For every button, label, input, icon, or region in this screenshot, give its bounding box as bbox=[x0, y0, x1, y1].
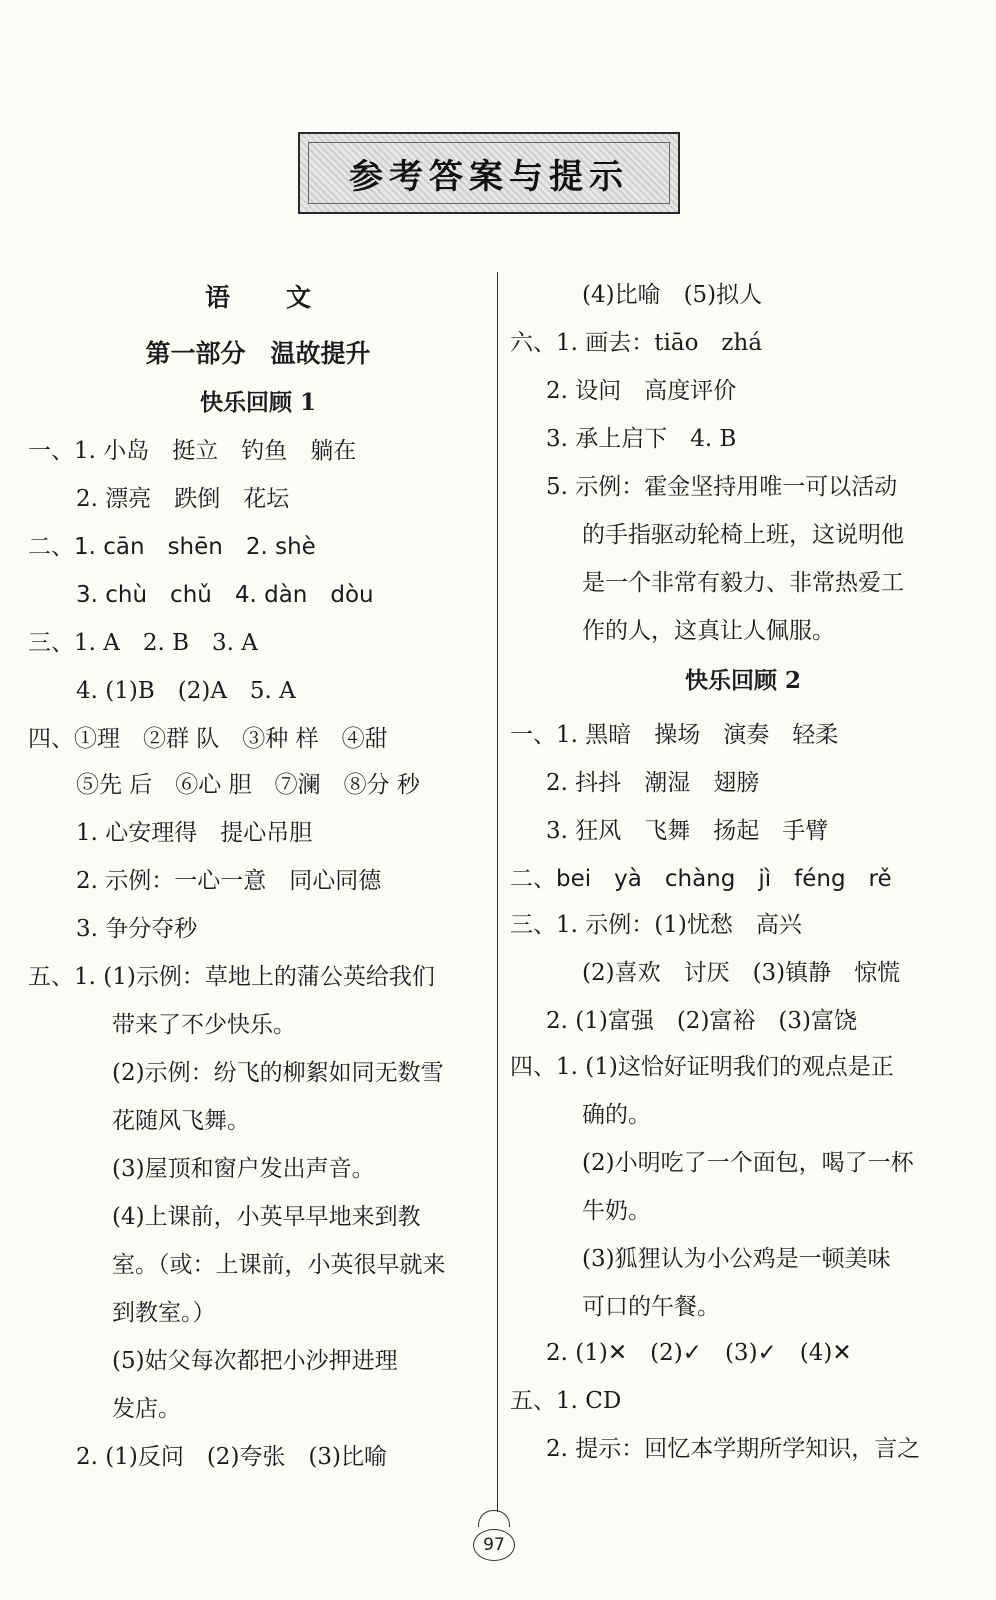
answer-line: 2. (1)✕ (2)✓ (3)✓ (4)✕ bbox=[546, 1340, 852, 1366]
answer-line: 花随风飞舞。 bbox=[112, 1108, 250, 1134]
answer-line: (2)小明吃了一个面包，喝了一杯 bbox=[582, 1150, 914, 1176]
answer-line: 到教室。） bbox=[112, 1300, 216, 1326]
answer-line: 一、1. 黑暗 操场 演奏 轻柔 bbox=[510, 722, 839, 748]
answer-line: 三、1. 示例：(1)忧愁 高兴 bbox=[510, 912, 802, 938]
answer-line: 3. 承上启下 4. B bbox=[546, 426, 737, 452]
answer-line: 三、1. A 2. B 3. A bbox=[28, 630, 258, 656]
answer-line: 可口的午餐。 bbox=[582, 1294, 720, 1320]
answer-line: 一、1. 小岛 挺立 钓鱼 躺在 bbox=[28, 438, 357, 464]
answer-line: 是一个非常有毅力、非常热爱工 bbox=[582, 570, 904, 596]
snowman-hat-icon bbox=[478, 1510, 510, 1527]
page-number: 97 bbox=[473, 1529, 515, 1561]
answer-line: 确的。 bbox=[582, 1102, 651, 1128]
answer-line: 的手指驱动轮椅上班，这说明他 bbox=[582, 522, 904, 548]
answer-line: 六、1. 画去：tiāo zhá bbox=[510, 330, 763, 356]
part-heading: 第一部分 温故提升 bbox=[145, 339, 371, 368]
answer-line: (3)屋顶和窗户发出声音。 bbox=[112, 1156, 375, 1182]
answer-line: 2. (1)富强 (2)富裕 (3)富饶 bbox=[546, 1008, 857, 1034]
answer-line: 四、1. (1)这恰好证明我们的观点是正 bbox=[510, 1054, 894, 1080]
answer-line: 五、1. (1)示例：草地上的蒲公英给我们 bbox=[28, 964, 435, 990]
column-divider bbox=[497, 272, 498, 1512]
answer-line: (2)喜欢 讨厌 (3)镇静 惊慌 bbox=[582, 960, 901, 986]
answer-line: 二、bei yà chàng jì féng rě bbox=[510, 866, 892, 892]
subject-heading: 语文 bbox=[204, 283, 367, 312]
page-title: 参考答案与提示 bbox=[349, 156, 629, 197]
answer-line: 2. 设问 高度评价 bbox=[546, 378, 737, 404]
page-number-badge bbox=[470, 1510, 518, 1566]
answer-line: (4)比喻 (5)拟人 bbox=[582, 282, 763, 308]
answer-line: 带来了不少快乐。 bbox=[112, 1012, 296, 1038]
answer-line: (5)姑父每次都把小沙押进理 bbox=[112, 1348, 398, 1374]
title-banner bbox=[298, 132, 680, 214]
answer-line: 2. (1)反问 (2)夸张 (3)比喻 bbox=[76, 1444, 387, 1470]
answer-line: 3. 争分夺秒 bbox=[76, 916, 198, 942]
answer-line: (4)上课前，小英早早地来到教 bbox=[112, 1204, 421, 1230]
answer-line: 2. 示例：一心一意 同心同德 bbox=[76, 868, 382, 894]
answer-line: 二、1. cān shēn 2. shè bbox=[28, 534, 316, 560]
answer-line: 发店。 bbox=[112, 1396, 181, 1422]
answer-line: 2. 提示：回忆本学期所学知识，言之 bbox=[546, 1436, 921, 1462]
answer-line: 五、1. CD bbox=[510, 1388, 622, 1414]
answer-line: 3. 狂风 飞舞 扬起 手臂 bbox=[546, 818, 829, 844]
answer-line: 1. 心安理得 提心吊胆 bbox=[76, 820, 313, 846]
section-heading: 快乐回顾 2 bbox=[684, 667, 801, 694]
answer-line: 4. (1)B (2)A 5. A bbox=[76, 678, 296, 704]
answer-line: 四、①理 ②群 队 ③种 样 ④甜 bbox=[28, 726, 388, 752]
answer-line: (2)示例：纷飞的柳絮如同无数雪 bbox=[112, 1060, 444, 1086]
answer-line: 室。（或：上课前，小英很早就来 bbox=[112, 1252, 446, 1278]
answer-line: 3. chù chǔ 4. dàn dòu bbox=[76, 582, 374, 608]
answer-line: 2. 漂亮 跌倒 花坛 bbox=[76, 486, 290, 512]
answer-line: (3)狐狸认为小公鸡是一顿美味 bbox=[582, 1246, 891, 1272]
answer-line: 牛奶。 bbox=[582, 1198, 651, 1224]
answer-line: ⑤先 后 ⑥心 胆 ⑦澜 ⑧分 秒 bbox=[76, 772, 420, 798]
answer-line: 2. 抖抖 潮湿 翅膀 bbox=[546, 770, 760, 796]
answer-line: 作的人，这真让人佩服。 bbox=[582, 618, 835, 644]
answer-line: 5. 示例：霍金坚持用唯一可以活动 bbox=[546, 474, 898, 500]
section-heading: 快乐回顾 1 bbox=[199, 389, 316, 416]
